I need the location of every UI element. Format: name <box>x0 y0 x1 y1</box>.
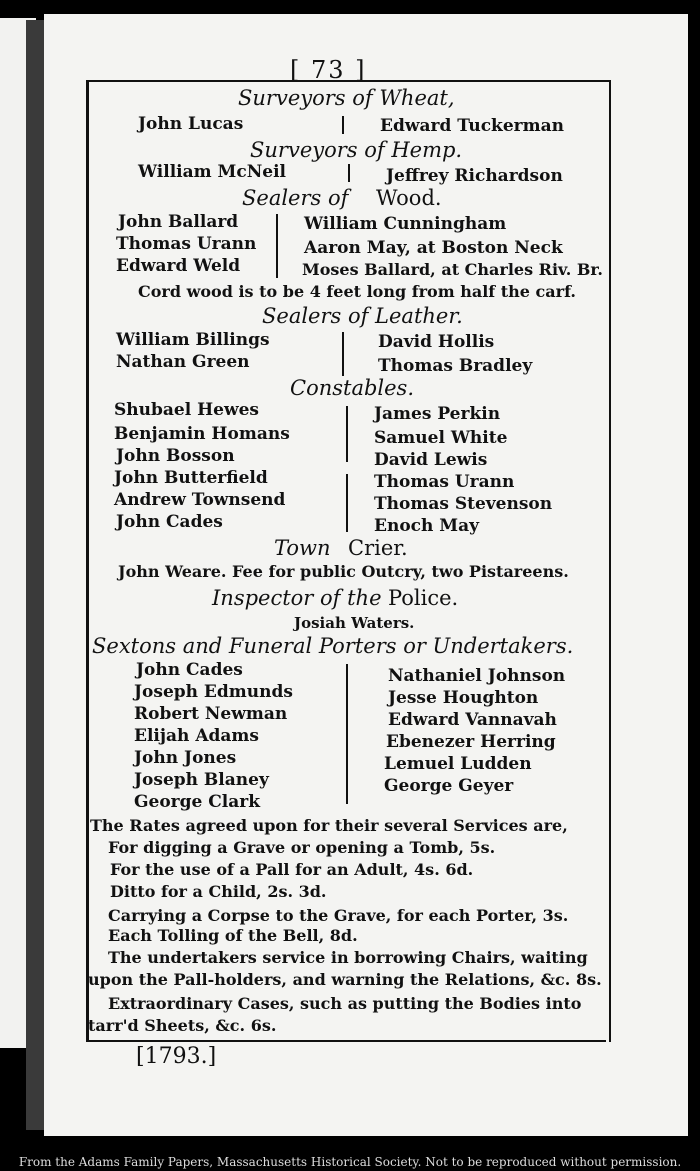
constable-right-2: David Lewis <box>374 450 488 470</box>
sexton-left-0: John Cades <box>136 660 243 680</box>
column-divider <box>346 474 348 532</box>
sexton-right-3: Ebenezer Herring <box>386 732 556 752</box>
sexton-right-1: Jesse Houghton <box>388 688 539 708</box>
leather-left-0: William Billings <box>116 330 270 350</box>
sexton-left-5: Joseph Blaney <box>134 770 269 790</box>
wood-left-0: John Ballard <box>118 212 239 232</box>
constable-left-4: Andrew Townsend <box>114 490 286 510</box>
constable-right-3: Thomas Urann <box>374 472 515 492</box>
constable-left-5: John Cades <box>116 512 223 532</box>
wood-right-0: William Cunningham <box>304 214 507 234</box>
wheat-right-0: Edward Tuckerman <box>380 116 564 136</box>
sexton-right-4: Lemuel Ludden <box>384 754 532 774</box>
sexton-left-6: George Clark <box>134 792 260 812</box>
heading-surveyors-hemp: Surveyors of Hemp. <box>250 138 463 162</box>
leather-right-0: David Hollis <box>378 332 495 352</box>
wheat-left-0: John Lucas <box>138 114 244 134</box>
sexton-right-0: Nathaniel Johnson <box>388 666 566 686</box>
town-crier-line: John Weare. Fee for public Outcry, two Pistareens. <box>118 562 569 581</box>
heading-surveyors-wheat: Surveyors of Wheat, <box>238 86 455 110</box>
sexton-left-3: Elijah Adams <box>134 726 259 746</box>
archive-footer: From the Adams Family Papers, Massachusetts Historical Society. Not to be reproduced without permission. <box>18 1155 682 1169</box>
rate-item-8: tarr'd Sheets, &c. 6s. <box>88 1016 277 1035</box>
sexton-left-2: Robert Newman <box>134 704 288 724</box>
constable-right-4: Thomas Stevenson <box>374 494 553 514</box>
rate-item-0: For digging a Grave or opening a Tomb, 5s. <box>108 838 496 857</box>
rate-item-2: Ditto for a Child, 2s. 3d. <box>110 882 327 901</box>
sexton-left-4: John Jones <box>134 748 237 768</box>
heading-sealers-leather: Sealers of Leather. <box>262 304 463 328</box>
rate-item-1: For the use of a Pall for an Adult, 4s. 6d. <box>110 860 474 879</box>
rate-item-4: Each Tolling of the Bell, 8d. <box>108 926 358 945</box>
heading-sealers-wood-plain: Wood. <box>376 186 442 210</box>
inspector-name: Josiah Waters. <box>294 614 415 632</box>
page-number: [ 73 ] <box>290 56 367 84</box>
heading-inspector-plain: Police. <box>388 586 459 610</box>
column-divider <box>346 406 348 462</box>
constable-right-1: Samuel White <box>374 428 508 448</box>
wood-note: Cord wood is to be 4 feet long from half the carf. <box>138 282 576 301</box>
constable-right-0: James Perkin <box>374 404 501 424</box>
column-divider <box>346 664 348 804</box>
heading-constables: Constables. <box>290 376 415 400</box>
wood-left-1: Thomas Urann <box>116 234 257 254</box>
hemp-right-0: Jeffrey Richardson <box>386 166 563 186</box>
column-divider <box>348 164 350 182</box>
constable-left-0: Shubael Hewes <box>114 400 259 420</box>
column-divider <box>276 214 278 278</box>
constable-left-3: John Butterfield <box>114 468 268 488</box>
wood-right-1: Aaron May, at Boston Neck <box>304 238 563 258</box>
heading-town-crier-plain: Crier. <box>348 536 408 560</box>
rate-item-3: Carrying a Corpse to the Grave, for each Porter, 3s. <box>108 906 569 925</box>
sexton-right-2: Edward Vannavah <box>388 710 557 730</box>
wood-right-2: Moses Ballard, at Charles Riv. Br. <box>302 260 603 279</box>
heading-sextons: Sextons and Funeral Porters or Undertakers. <box>92 634 574 658</box>
sexton-right-5: George Geyer <box>384 776 514 796</box>
column-divider <box>342 332 344 376</box>
hemp-left-0: William McNeil <box>138 162 286 182</box>
constable-left-2: John Bosson <box>116 446 235 466</box>
sexton-left-1: Joseph Edmunds <box>134 682 293 702</box>
heading-inspector-italic: Inspector of the <box>212 586 382 610</box>
rate-item-7: Extraordinary Cases, such as putting the Bodies into <box>108 994 582 1013</box>
leather-left-1: Nathan Green <box>116 352 250 372</box>
heading-town-crier-italic: Town <box>274 536 331 560</box>
wood-left-2: Edward Weld <box>116 256 241 276</box>
leather-right-1: Thomas Bradley <box>378 356 533 376</box>
rate-item-6: upon the Pall-holders, and warning the Relations, &c. 8s. <box>88 970 602 989</box>
constable-left-1: Benjamin Homans <box>114 424 290 444</box>
column-divider <box>342 116 344 134</box>
bottom-rule <box>88 1040 606 1042</box>
publication-year: [1793.] <box>136 1044 217 1069</box>
heading-sealers-wood-italic: Sealers of <box>242 186 349 210</box>
rate-item-5: The undertakers service in borrowing Chairs, waiting <box>108 948 588 967</box>
constable-right-5: Enoch May <box>374 516 479 536</box>
rates-intro: The Rates agreed upon for their several Services are, <box>90 816 568 835</box>
